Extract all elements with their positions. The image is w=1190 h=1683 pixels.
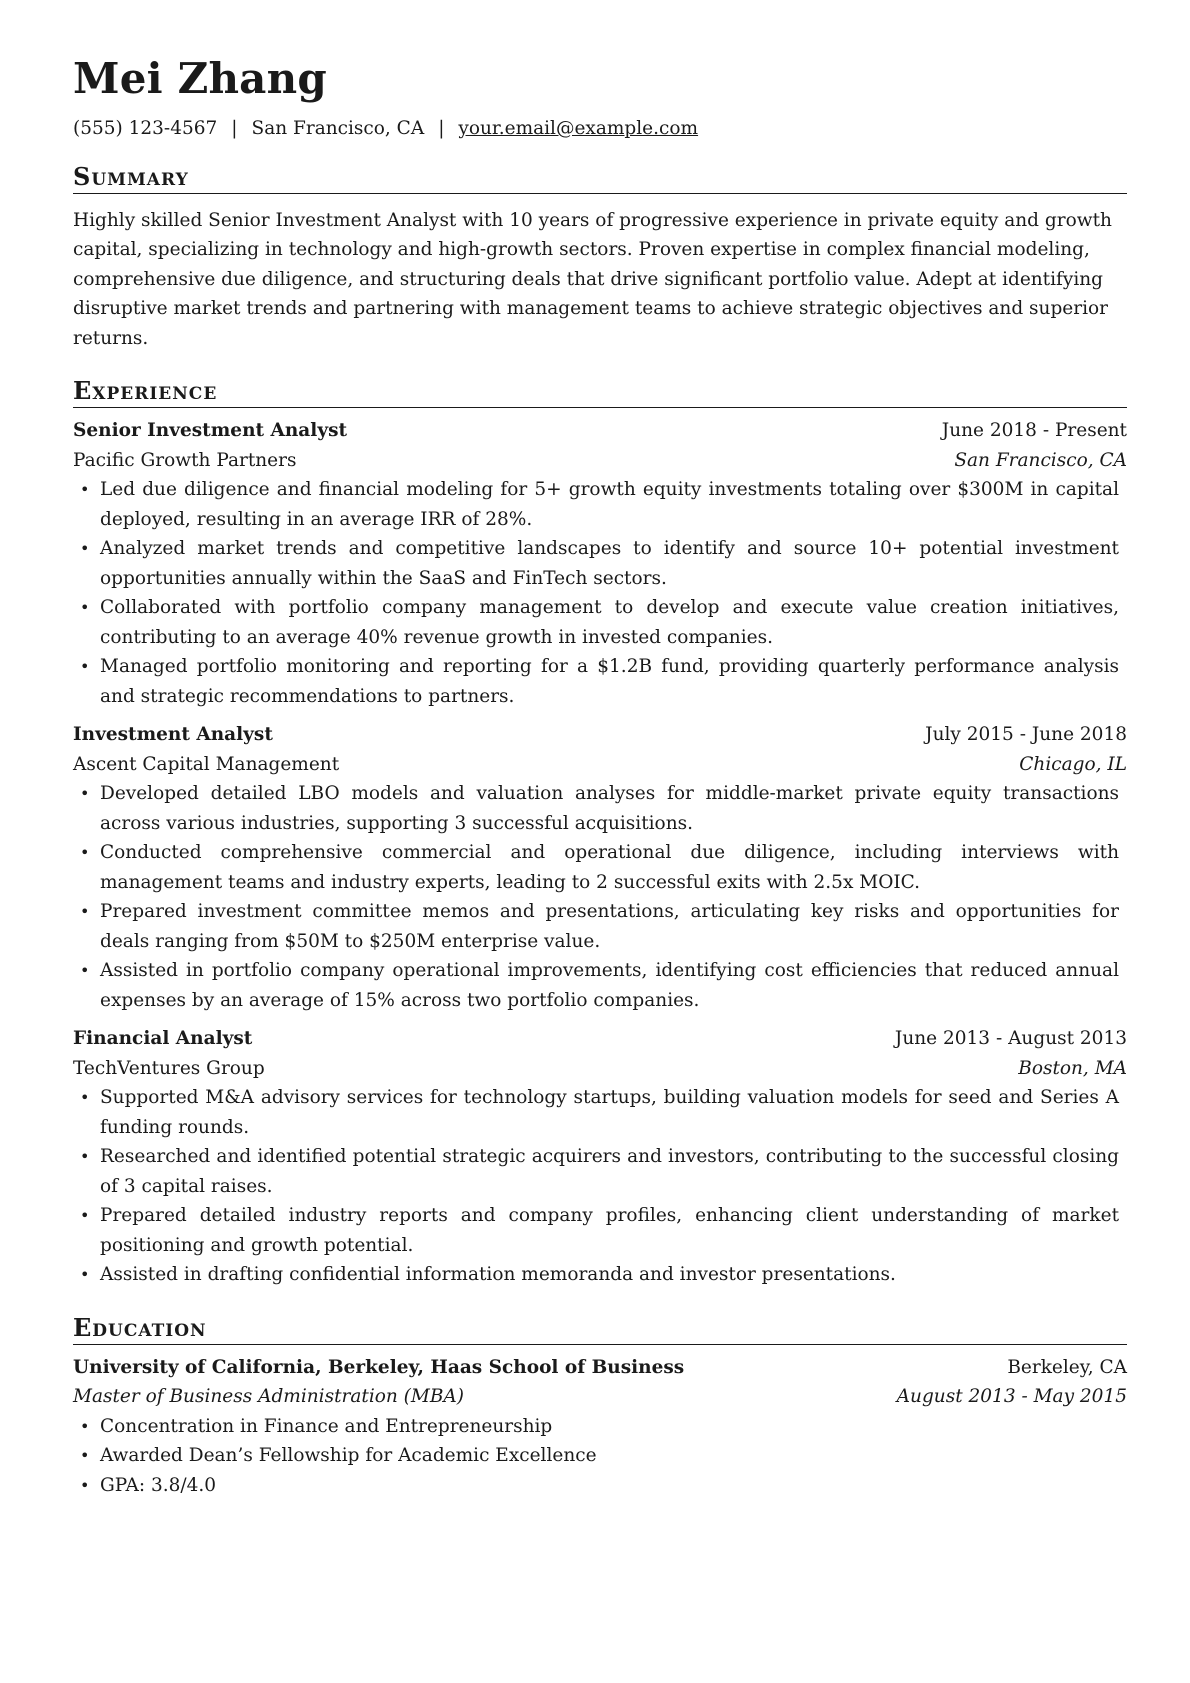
- contact-location: San Francisco, CA: [251, 118, 425, 139]
- education-entry: [73, 1353, 1127, 1501]
- list-item: • Assisted in portfolio company operational improvements, identifying cost efficiencies that reduced annual expenses by an average of 15% across two portfolio companies.: [73, 956, 1127, 1015]
- job-bullets: [73, 475, 1127, 711]
- job-location: Boston, MA: [1018, 1057, 1127, 1079]
- contact-separator: |: [438, 118, 445, 139]
- experience-entry: [73, 1024, 1127, 1290]
- job-title: Investment Analyst: [73, 724, 273, 745]
- list-item: • Awarded Dean’s Fellowship for Academic Excellence: [73, 1441, 1127, 1471]
- job-bullets: [73, 779, 1127, 1015]
- resume-page: [73, 54, 1127, 1500]
- education-heading: Education: [73, 1316, 1127, 1345]
- job-title: Senior Investment Analyst: [73, 420, 348, 441]
- degree-name: Master of Business Administration (MBA): [73, 1386, 465, 1407]
- job-location: Chicago, IL: [1019, 753, 1127, 775]
- list-item: • Concentration in Finance and Entrepreneurship: [73, 1412, 1127, 1442]
- phone-number: (555) 123-4567: [73, 118, 218, 139]
- job-dates: July 2015 - June 2018: [925, 724, 1127, 745]
- education-bullets: [73, 1412, 1127, 1501]
- summary-heading: Summary: [73, 165, 1127, 194]
- list-item: • Supported M&A advisory services for technology startups, building valuation models for seed and Series A funding rounds.: [73, 1083, 1127, 1142]
- email-link[interactable]: your.email@example.com: [458, 118, 699, 139]
- job-dates: June 2018 - Present: [941, 420, 1127, 441]
- job-title: Financial Analyst: [73, 1028, 253, 1049]
- job-bullets: [73, 1083, 1127, 1290]
- experience-heading: Experience: [73, 379, 1127, 408]
- list-item: • Led due diligence and financial modeling for 5+ growth equity investments totaling over $300M in capital deployed, resulting in an average IRR of 28%.: [73, 475, 1127, 534]
- list-item: • Analyzed market trends and competitive landscapes to identify and source 10+ potential investment opportunities annually within the SaaS and FinTech sectors.: [73, 534, 1127, 593]
- list-item: • Collaborated with portfolio company management to develop and execute value creation initiatives, contributing to an average 40% revenue growth in invested companies.: [73, 593, 1127, 652]
- company-name: Pacific Growth Partners: [73, 449, 297, 471]
- experience-list: [73, 416, 1127, 1290]
- list-item: • GPA: 3.8/4.0: [73, 1471, 1127, 1501]
- summary-text: Highly skilled Senior Investment Analyst with 10 years of progressive experience in private equity and growth capital, specializing in technology and high-growth sectors. Proven expertise in complex financial modeling, comprehensive due diligence, and structuring deals that drive significant portfolio value. Adept at identifying disruptive market trends and partnering with management teams to achieve strategic objectives and superior returns.: [73, 209, 1112, 349]
- experience-entry: [73, 720, 1127, 1015]
- list-item: • Assisted in drafting confidential information memoranda and investor presentations.: [73, 1260, 1127, 1290]
- school-location: Berkeley, CA: [1007, 1356, 1127, 1378]
- list-item: • Developed detailed LBO models and valuation analyses for middle-market private equity transactions across various industries, supporting 3 successful acquisitions.: [73, 779, 1127, 838]
- school-name: University of California, Berkeley, Haas School of Business: [73, 1356, 685, 1378]
- company-name: TechVentures Group: [73, 1057, 265, 1079]
- candidate-name: Mei Zhang: [73, 54, 327, 103]
- list-item: • Conducted comprehensive commercial and operational due diligence, including interviews with management teams and industry experts, leading to 2 successful exits with 2.5x MOIC.: [73, 838, 1127, 897]
- company-name: Ascent Capital Management: [73, 753, 340, 775]
- list-item: • Prepared detailed industry reports and company profiles, enhancing client understanding of market positioning and growth potential.: [73, 1201, 1127, 1260]
- list-item: • Researched and identified potential strategic acquirers and investors, contributing to the successful closing of 3 capital raises.: [73, 1142, 1127, 1201]
- experience-entry: [73, 416, 1127, 711]
- education-dates: August 2013 - May 2015: [896, 1386, 1127, 1407]
- job-location: San Francisco, CA: [954, 449, 1127, 471]
- contact-separator: |: [231, 118, 238, 139]
- job-dates: June 2013 - August 2013: [894, 1028, 1127, 1049]
- list-item: • Managed portfolio monitoring and reporting for a $1.2B fund, providing quarterly performance analysis and strategic recommendations to partners.: [73, 652, 1127, 711]
- contact-line: [73, 120, 1127, 139]
- list-item: • Prepared investment committee memos and presentations, articulating key risks and opportunities for deals ranging from $50M to $250M enterprise value.: [73, 897, 1127, 956]
